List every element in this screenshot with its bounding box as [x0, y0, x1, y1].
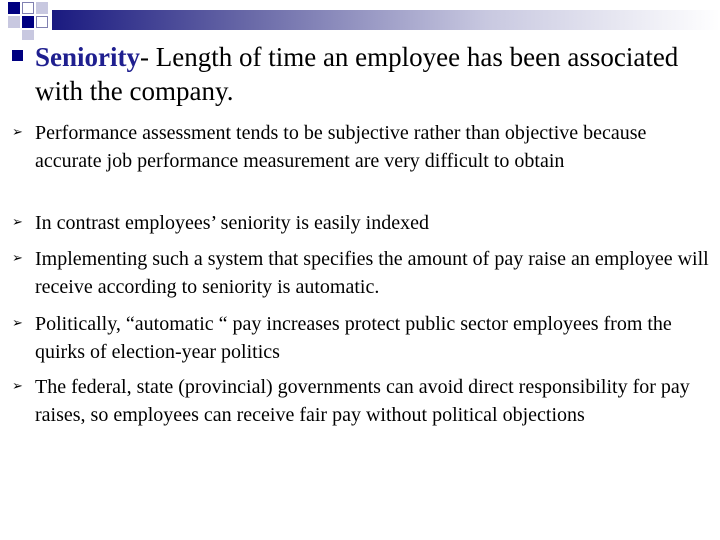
arrow-bullet-icon: ➢ — [12, 215, 23, 230]
sub-bullet: Politically, “automatic “ pay increases protect public sector employees from the quirks of election-year politics — [35, 313, 672, 363]
arrow-bullet-icon: ➢ — [12, 251, 23, 266]
heading-term: Seniority — [35, 42, 140, 72]
square-bullet-icon — [12, 50, 23, 61]
arrow-bullet-icon: ➢ — [12, 316, 23, 331]
decor-square — [22, 16, 34, 28]
arrow-bullet-icon: ➢ — [12, 379, 23, 394]
decor-square — [8, 2, 20, 14]
decor-square — [8, 16, 20, 28]
decor-square — [22, 2, 34, 14]
sub-bullet: The federal, state (provincial) governments can avoid direct responsibility for pay raises, so employees can receive fair pay without political objections — [35, 376, 690, 426]
sub-bullet: Performance assessment tends to be subjective rather than objective because accurate job performance measurement are very difficult to obtain — [35, 122, 647, 172]
sub-bullet: In contrast employees’ seniority is easily indexed — [35, 212, 429, 234]
decor-square — [22, 30, 34, 40]
decor-square — [36, 16, 48, 28]
title-gradient-bar — [52, 10, 720, 30]
decor-square — [36, 2, 48, 14]
heading-text: - Length of time an employee has been associated with the company. — [35, 42, 679, 106]
title-decoration — [0, 0, 720, 40]
arrow-bullet-icon: ➢ — [12, 125, 23, 140]
main-bullet — [35, 40, 695, 108]
sub-bullet: Implementing such a system that specifies the amount of pay raise an employee will receive according to seniority is automatic. — [35, 248, 709, 298]
